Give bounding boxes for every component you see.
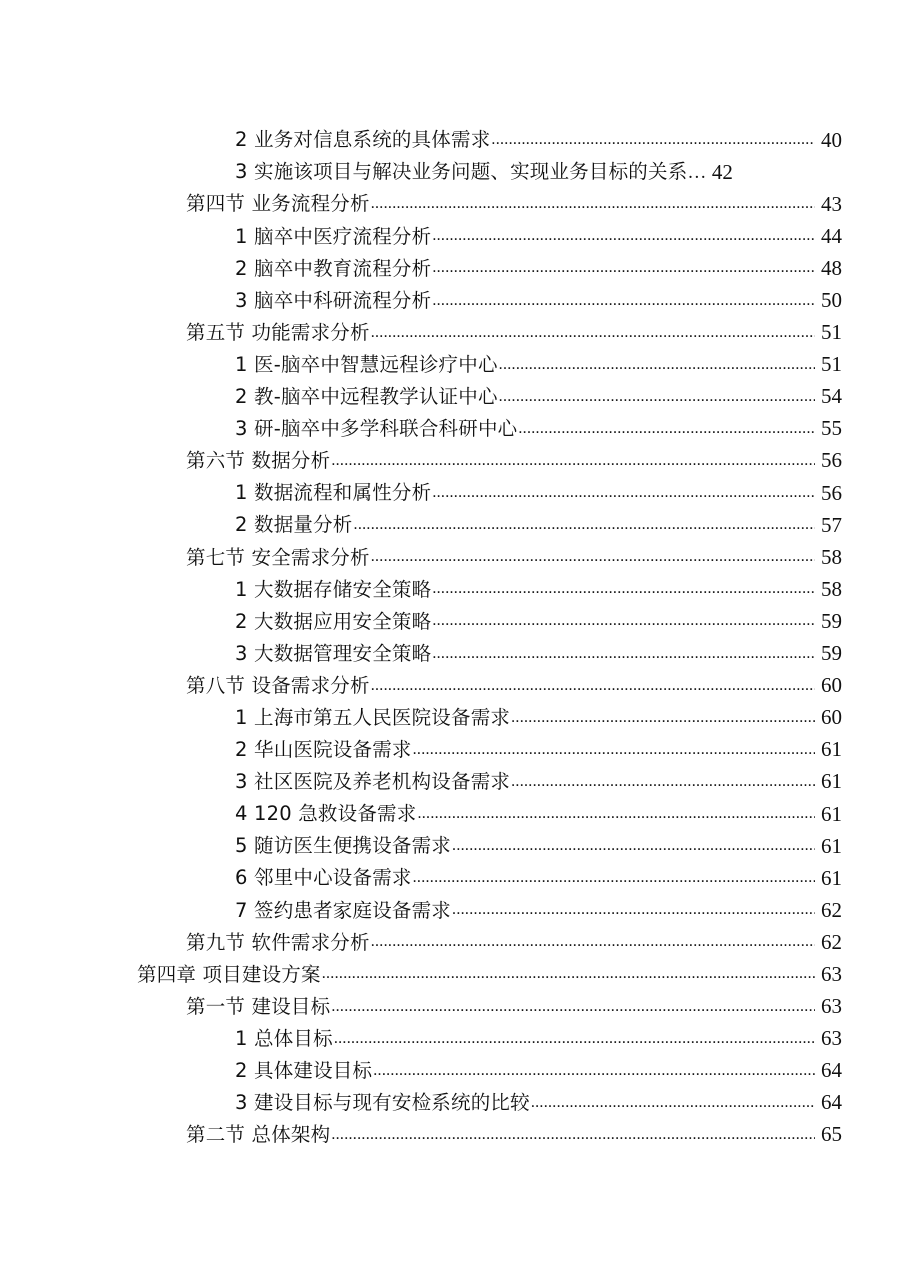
toc-entry-title: 1 上海市第五人民医院设备需求 [235,705,511,729]
toc-dot-leader [511,717,815,729]
toc-entry[interactable] [0,1023,905,1055]
toc-entry-title: 2 华山医院设备需求 [235,738,412,762]
toc-dot-leader [432,492,815,504]
toc-entry[interactable] [0,188,905,220]
toc-page-number: 62 [821,929,842,954]
toc-page-number: 54 [821,384,842,409]
toc-entry-title: 第九节 软件需求分析 [186,930,370,954]
toc-page-number: 63 [821,1026,842,1051]
toc-entry-title: 3 建设目标与现有安检系统的比较 [235,1091,530,1115]
toc-entry-title: 3 大数据管理安全策略 [235,641,432,665]
toc-dot-leader [371,332,815,344]
toc-entry-title: 第六节 数据分析 [186,449,331,473]
toc-page-number: 50 [821,288,842,313]
toc-page-number: 61 [821,737,842,762]
toc-page-number: 51 [821,352,842,377]
toc-dot-leader [499,396,815,408]
toc-entry[interactable] [0,766,905,798]
toc-entry-title: 3 实施该项目与解决业务问题、实现业务目标的关系 [235,160,688,184]
toc-dot-leader [371,203,815,215]
toc-page-number: 51 [821,320,842,345]
toc-entry[interactable] [0,284,905,316]
toc-entry[interactable] [0,477,905,509]
toc-entry-title: 2 数据量分析 [235,513,353,537]
table-of-contents [0,124,905,1151]
toc-dot-leader [452,845,815,857]
toc-entry[interactable] [0,894,905,926]
toc-entry-title: 2 脑卒中教育流程分析 [235,256,432,280]
toc-page-number: 43 [821,191,842,216]
toc-page-number: 55 [821,416,842,441]
toc-entry-title: 1 脑卒中医疗流程分析 [235,224,432,248]
toc-entry-title: 2 教-脑卒中远程教学认证中心 [235,385,498,409]
toc-entry-title: 3 研-脑卒中多学科联合科研中心 [235,417,518,441]
toc-entry-title: 第二节 总体架构 [186,1123,331,1147]
toc-entry[interactable] [0,252,905,284]
toc-page-number: 56 [821,480,842,505]
toc-dot-leader [432,588,815,600]
toc-dot-leader [373,1070,815,1082]
toc-page-number: 61 [821,865,842,890]
toc-page-number: 42 [711,159,733,184]
toc-page-number: 65 [821,1122,842,1147]
toc-page-number: 56 [821,448,842,473]
toc-dot-leader [413,877,815,889]
toc-page-number: 64 [821,1090,842,1115]
toc-dot-leader [511,781,815,793]
toc-dot-leader [518,428,815,440]
toc-dot-leader [491,139,815,151]
toc-entry-title: 6 邻里中心设备需求 [235,866,412,890]
toc-entry-title: 第四章 项目建设方案 [137,962,321,986]
toc-entry-title: 1 医-脑卒中智慧远程诊疗中心 [235,352,498,376]
toc-entry[interactable] [0,1055,905,1087]
toc-entry[interactable] [0,830,905,862]
toc-dot-leader [371,556,815,568]
toc-entry[interactable] [0,541,905,573]
toc-page-number: 59 [821,641,842,666]
toc-page-number: 48 [821,255,842,280]
toc-entry[interactable] [0,670,905,702]
toc-dot-leader [432,235,815,247]
toc-entry[interactable] [0,1087,905,1119]
toc-page-number: 61 [821,801,842,826]
toc-dot-leader [432,267,815,279]
toc-dot-leader [334,1038,815,1050]
toc-page-number: 44 [821,223,842,248]
toc-entry-title: 第七节 安全需求分析 [186,545,370,569]
toc-entry[interactable] [0,413,905,445]
toc-entry[interactable] [0,702,905,734]
toc-dot-leader [432,653,815,665]
toc-entry-title: 2 具体建设目标 [235,1059,373,1083]
toc-entry-title: 第八节 设备需求分析 [186,673,370,697]
toc-entry-title: 2 业务对信息系统的具体需求 [235,128,491,152]
toc-page-number: 64 [821,1058,842,1083]
toc-entry[interactable] [0,156,905,188]
toc-entry-title: 1 数据流程和属性分析 [235,481,432,505]
toc-entry[interactable] [0,798,905,830]
toc-entry[interactable] [0,862,905,894]
toc-entry[interactable] [0,124,905,156]
toc-page-number: 58 [821,544,842,569]
toc-entry-title: 3 社区医院及养老机构设备需求 [235,770,511,794]
toc-entry-title: 第五节 功能需求分析 [186,320,370,344]
toc-entry[interactable] [0,734,905,766]
toc-entry[interactable] [0,926,905,958]
toc-entry-title: 1 大数据存储安全策略 [235,577,432,601]
toc-page-number: 58 [821,576,842,601]
toc-entry[interactable] [0,509,905,541]
toc-dot-leader [371,685,815,697]
toc-dot-leader [499,364,815,376]
toc-entry-title: 1 总体目标 [235,1026,333,1050]
toc-entry[interactable] [0,220,905,252]
toc-dot-leader [371,941,815,953]
toc-dot-leader [417,813,815,825]
toc-entry-truncation: … [687,161,707,183]
toc-page-number: 61 [821,769,842,794]
toc-entry-title: 5 随访医生便携设备需求 [235,834,452,858]
toc-entry-title: 2 大数据应用安全策略 [235,609,432,633]
toc-dot-leader [331,460,815,472]
toc-dot-leader [354,524,815,536]
toc-entry[interactable] [0,605,905,637]
toc-page-number: 63 [821,994,842,1019]
toc-entry[interactable] [0,349,905,381]
toc-entry[interactable] [0,381,905,413]
toc-dot-leader [432,300,815,312]
toc-page-number: 57 [821,512,842,537]
toc-entry[interactable] [0,958,905,990]
toc-page-number: 61 [821,833,842,858]
toc-dot-leader [331,1006,815,1018]
toc-entry[interactable] [0,573,905,605]
toc-entry[interactable] [0,317,905,349]
toc-page-number: 59 [821,608,842,633]
toc-dot-leader [331,1134,815,1146]
toc-page-number: 40 [821,127,842,152]
toc-dot-leader [413,749,815,761]
toc-dot-leader [531,1102,815,1114]
toc-entry-title: 第一节 建设目标 [186,994,331,1018]
toc-entry[interactable] [0,445,905,477]
toc-entry[interactable] [0,991,905,1023]
toc-dot-leader [452,909,815,921]
toc-page-number: 63 [821,961,842,986]
toc-page-number: 62 [821,897,842,922]
toc-entry[interactable] [0,638,905,670]
toc-dot-leader [432,620,815,632]
toc-dot-leader [322,973,815,985]
toc-page-number: 60 [821,673,842,698]
toc-entry-title: 3 脑卒中科研流程分析 [235,288,432,312]
toc-entry-title: 第四节 业务流程分析 [186,192,370,216]
toc-entry-title: 4 120 急救设备需求 [235,802,417,826]
toc-entry[interactable] [0,1119,905,1151]
toc-page-number: 60 [821,705,842,730]
toc-entry-title: 7 签约患者家庭设备需求 [235,898,452,922]
